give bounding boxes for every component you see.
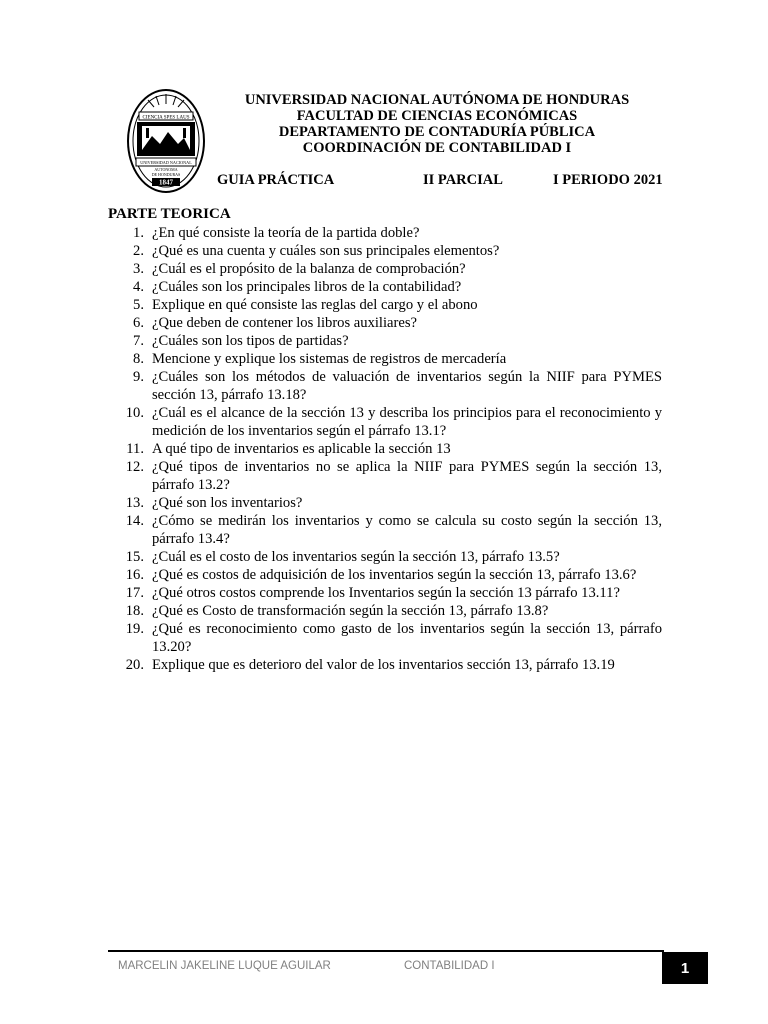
institution-header — [240, 92, 634, 156]
partial-label: II PARCIAL — [423, 172, 503, 188]
period-label: I PERIODO 2021 — [553, 172, 663, 188]
list-item — [112, 242, 662, 260]
question-text: ¿Cuáles son los principales libros de la contabilidad? — [152, 279, 462, 295]
question-number: 7. — [133, 333, 144, 349]
list-item — [112, 368, 662, 404]
question-number: 9. — [133, 369, 144, 385]
questions-list — [112, 224, 662, 674]
page-number: 1 — [680, 959, 690, 977]
list-item — [112, 656, 662, 674]
question-number: 15. — [125, 549, 144, 565]
question-text: A qué tipo de inventarios es aplicable la sección 13 — [152, 441, 451, 457]
list-item — [112, 350, 662, 368]
question-number: 14. — [125, 513, 144, 529]
list-item — [112, 602, 662, 620]
list-item — [112, 278, 662, 296]
question-text: ¿Cuál es el costo de los inventarios según la sección 13, párrafo 13.5? — [152, 549, 560, 565]
list-item — [112, 224, 662, 242]
question-text: ¿Qué es costos de adquisición de los inventarios según la sección 13, párrafo 13.6? — [152, 567, 637, 583]
section-title: PARTE TEORICA — [108, 206, 231, 222]
question-number: 3. — [133, 261, 144, 277]
question-number: 11. — [126, 441, 144, 457]
question-text: ¿Cuál es el alcance de la sección 13 y describa los principios para el reconocimiento y medición de los inventarios según el párrafo 13.1? — [152, 405, 662, 439]
list-item — [112, 620, 662, 656]
list-item — [112, 494, 662, 512]
question-text: Explique en qué consiste las reglas del cargo y el abono — [152, 297, 478, 313]
footer-divider — [108, 950, 664, 952]
list-item — [112, 314, 662, 332]
question-number: 20. — [125, 657, 144, 673]
coordination-name: COORDINACIÓN DE CONTABILIDAD I — [302, 140, 572, 156]
seal-motto: CIENCIA SPES LAUS — [142, 115, 190, 121]
svg-text:AUTONOMA: AUTONOMA — [154, 167, 178, 172]
footer-course: CONTABILIDAD I — [404, 960, 495, 972]
question-text: Explique que es deterioro del valor de los inventarios sección 13, párrafo 13.19 — [152, 657, 615, 673]
list-item — [112, 296, 662, 314]
question-number: 6. — [133, 315, 144, 331]
question-text: ¿Qué es Costo de transformación según la sección 13, párrafo 13.8? — [152, 603, 549, 619]
list-item — [112, 512, 662, 548]
university-name: UNIVERSIDAD NACIONAL AUTÓNOMA DE HONDURAS — [244, 92, 630, 108]
question-number: 13. — [125, 495, 144, 511]
question-text: ¿Qué tipos de inventarios no se aplica la NIIF para PYMES según la sección 13, párrafo 13.2? — [152, 459, 662, 493]
question-text: ¿Cuál es el propósito de la balanza de comprobación? — [152, 261, 466, 277]
question-text: ¿Cuáles son los métodos de valuación de inventarios según la NIIF para PYMES sección 13, párrafo 13.18? — [152, 369, 662, 403]
list-item — [112, 440, 662, 458]
question-number: 2. — [133, 243, 144, 259]
question-number: 19. — [125, 621, 144, 637]
seal-year: 1847 — [159, 178, 173, 187]
list-item — [112, 404, 662, 440]
page-number-badge — [662, 952, 708, 984]
department-name: DEPARTAMENTO DE CONTADURÍA PÚBLICA — [278, 124, 596, 140]
faculty-name: FACULTAD DE CIENCIAS ECONÓMICAS — [296, 108, 578, 124]
svg-text:DE HONDURAS: DE HONDURAS — [151, 172, 181, 177]
list-item — [112, 260, 662, 278]
question-number: 18. — [125, 603, 144, 619]
question-text: ¿Cómo se medirán los inventarios y como se calcula su costo según la sección 13, párrafo 13.4? — [152, 513, 662, 547]
question-number: 17. — [125, 585, 144, 601]
university-seal-icon — [126, 88, 206, 194]
footer-author: MARCELIN JAKELINE LUQUE AGUILAR — [118, 960, 331, 972]
question-text: Mencione y explique los sistemas de registros de mercadería — [152, 351, 507, 367]
question-text: ¿Qué es reconocimiento como gasto de los inventarios según la sección 13, párrafo 13.20? — [152, 621, 662, 655]
question-text: ¿Cuáles son los tipos de partidas? — [152, 333, 349, 349]
svg-text:UNIVERSIDAD NACIONAL: UNIVERSIDAD NACIONAL — [140, 160, 192, 165]
list-item — [112, 584, 662, 602]
question-number: 16. — [125, 567, 144, 583]
list-item — [112, 548, 662, 566]
question-number: 5. — [133, 297, 144, 313]
list-item — [112, 332, 662, 350]
question-text: ¿Qué otros costos comprende los Inventarios según la sección 13 párrafo 13.11? — [152, 585, 620, 601]
question-number: 4. — [133, 279, 144, 295]
list-item — [112, 566, 662, 584]
question-number: 1. — [133, 225, 144, 241]
question-text: ¿En qué consiste la teoría de la partida doble? — [152, 225, 420, 241]
question-number: 10. — [125, 405, 144, 421]
question-number: 12. — [125, 459, 144, 475]
question-number: 8. — [133, 351, 144, 367]
question-text: ¿Que deben de contener los libros auxiliares? — [152, 315, 418, 331]
question-text: ¿Qué es una cuenta y cuáles son sus principales elementos? — [152, 243, 500, 259]
list-item — [112, 458, 662, 494]
question-text: ¿Qué son los inventarios? — [152, 495, 303, 511]
guide-label: GUIA PRÁCTICA — [217, 172, 335, 188]
